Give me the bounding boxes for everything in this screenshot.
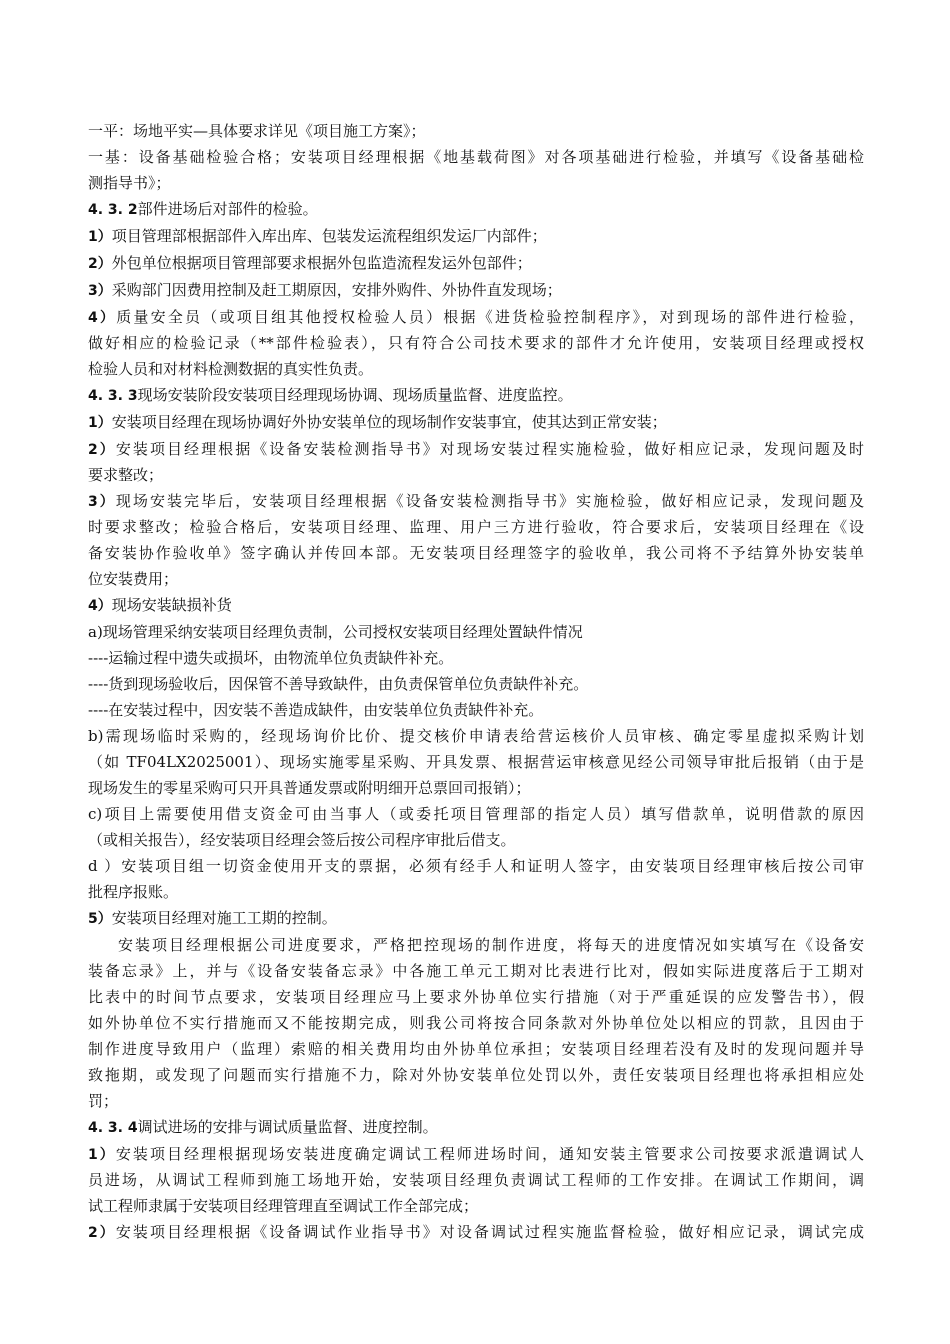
text-line	[88, 514, 864, 540]
item-number: 2）	[88, 1225, 116, 1241]
text-line	[88, 356, 864, 382]
text-line	[88, 932, 864, 958]
line-text: 罚；	[88, 1092, 119, 1110]
text-line	[88, 879, 864, 905]
text-line	[88, 1141, 864, 1167]
line-text: 现场安装缺损补货	[111, 596, 232, 614]
line-text: a)现场管理采纳安装项目经理负责制，公司授权安装项目经理处置缺件情况	[88, 623, 583, 641]
line-text: 安装项目经理对施工工期的控制。	[111, 909, 337, 927]
document-page	[88, 118, 864, 1245]
line-text: 员进场，从调试工程师到施工场地开始，安装项目经理负责调试工程师的工作安排。在调试工作期间，调	[88, 1171, 864, 1189]
item-number: 1）	[88, 229, 112, 245]
text-line	[88, 540, 864, 566]
text-line	[88, 1167, 864, 1193]
line-text: 试工程师隶属于安装项目经理管理直至调试工作全部完成；	[88, 1197, 479, 1215]
line-text: 一平：场地平实—具体要求详见《项目施工方案》；	[88, 122, 426, 140]
text-line	[88, 1010, 864, 1036]
line-text: 现场安装阶段安装项目经理现场协调、现场质量监督、进度监控。	[137, 386, 573, 404]
line-text: 如外协单位不实行措施而又不能按期完成，则我公司将按合同条款对外协单位处以相应的罚款，且因由于	[88, 1014, 864, 1032]
line-text: 装备忘录》上，并与《设备安装备忘录》中各施工单元工期对比表进行比对，假如实际进度落后于工期对	[88, 962, 864, 980]
text-line	[88, 853, 864, 879]
line-text: 位安装费用；	[88, 570, 179, 588]
line-text: 调试进场的安排与调试质量监督、进度控制。	[137, 1118, 438, 1136]
line-text: 现场发生的零星采购可只开具普通发票或附明细开总票回司报销）；	[88, 779, 531, 797]
text-line	[88, 488, 864, 514]
text-line	[88, 1193, 864, 1219]
text-line	[88, 749, 864, 775]
text-line	[88, 958, 864, 984]
text-line	[88, 409, 864, 436]
line-text: d ）安装项目组一切资金使用开支的票据，必须有经手人和证明人签字，由安装项目经理审核后按公司审	[88, 857, 864, 875]
text-line	[88, 436, 864, 462]
text-line	[88, 382, 864, 409]
line-text: （或相关报告），经安装项目经理会签后按公司程序审批后借支。	[88, 831, 516, 849]
line-text: ----货到现场验收后，因保管不善导致缺件，由负责保管单位负责缺件补充。	[88, 675, 589, 693]
line-text: 安装项目经理根据公司进度要求，严格把控现场的制作进度，将每天的进度情况如实填写在《设备安	[118, 936, 864, 954]
line-text: ----在安装过程中，因安装不善造成缺件，由安装单位负责缺件补充。	[88, 701, 544, 719]
line-text: 制作进度导致用户（监理）索赔的相关费用均由外协单位承担；安装项目经理若没有及时的发现问题并导	[88, 1040, 864, 1058]
text-line	[88, 118, 864, 144]
text-line	[88, 697, 864, 723]
line-text: 部件进场后对部件的检验。	[137, 200, 318, 218]
item-number: 4. 3. 3	[88, 388, 138, 404]
text-line	[88, 1088, 864, 1114]
text-line	[88, 905, 864, 932]
text-line	[88, 1114, 864, 1141]
text-line	[88, 775, 864, 801]
item-number: 1）	[88, 415, 112, 431]
item-number: 4. 3. 4	[88, 1120, 138, 1136]
text-line	[88, 827, 864, 853]
line-text: 项目管理部根据部件入库出库、包装发运流程组织发运厂内部件；	[111, 227, 547, 245]
line-text: 质量安全员（或项目组其他授权检验人员）根据《进货检验控制程序》，对到现场的部件进行检验，	[116, 308, 864, 326]
item-number: 5）	[88, 911, 112, 927]
item-number: 2）	[88, 256, 112, 272]
text-line	[88, 223, 864, 250]
text-line	[88, 330, 864, 356]
item-number: 3）	[88, 283, 112, 299]
text-line	[88, 170, 864, 196]
line-text: 一基：设备基础检验合格；安装项目经理根据《地基载荷图》对各项基础进行检验，并填写《设备基础检	[88, 148, 864, 166]
item-number: 2）	[88, 442, 116, 458]
text-line	[88, 671, 864, 697]
line-text: ----运输过程中遗失或损坏，由物流单位负责缺件补充。	[88, 649, 454, 667]
text-line	[88, 462, 864, 488]
line-text: 时要求整改；检验合格后，安装项目经理、监理、用户三方进行验收，符合要求后，安装项目经理在《设	[88, 518, 864, 536]
text-line	[88, 566, 864, 592]
text-line	[88, 1219, 864, 1245]
line-text: 备安装协作验收单》签字确认并传回本部。无安装项目经理签字的验收单，我公司将不予结算外协安装单	[88, 544, 864, 562]
text-line	[88, 801, 864, 827]
text-line	[88, 144, 864, 170]
text-line	[88, 619, 864, 645]
line-text: 批程序报账。	[88, 883, 179, 901]
line-text: c)项目上需要使用借支资金可由当事人（或委托项目管理部的指定人员）填写借款单，说明借款的原因	[88, 805, 864, 823]
line-text: 现场安装完毕后，安装项目经理根据《设备安装检测指导书》实施检验，做好相应记录，发现问题及	[115, 492, 864, 510]
text-line	[88, 592, 864, 619]
line-text: b)需现场临时采购的，经现场询价比价、提交核价申请表给营运核价人员审核、确定零星虚拟采购计划	[88, 727, 864, 745]
line-text: 做好相应的检验记录（**部件检验表），只有符合公司技术要求的部件才允许使用，安装项目经理或授权	[88, 334, 864, 352]
text-line	[88, 723, 864, 749]
text-line	[88, 196, 864, 223]
line-text: 致拖期，或发现了问题而实行措施不力，除对外协安装单位处罚以外，责任安装项目经理也将承担相应处	[88, 1066, 864, 1084]
line-text: 比表中的时间节点要求，安装项目经理应马上要求外协单位实行措施（对于严重延误的应发警告书），假	[88, 988, 864, 1006]
text-line	[88, 277, 864, 304]
line-text: （如 TF04LX2025001）、现场实施零星采购、开具发票、根据营运审核意见经公司领导审批后报销（由于是	[88, 753, 864, 771]
item-number: 4）	[88, 598, 112, 614]
line-text: 外包单位根据项目管理部要求根据外包监造流程发运外包部件；	[111, 254, 532, 272]
text-line	[88, 1036, 864, 1062]
item-number: 4. 3. 2	[88, 202, 138, 218]
line-text: 安装项目经理根据《设备安装检测指导书》对现场安装过程实施检验，做好相应记录，发现问题及时	[115, 440, 864, 458]
line-text: 要求整改；	[88, 466, 164, 484]
text-line	[88, 1062, 864, 1088]
text-line	[88, 250, 864, 277]
text-line	[88, 984, 864, 1010]
line-text: 检验人员和对材料检测数据的真实性负责。	[88, 360, 374, 378]
line-text: 安装项目经理根据现场安装进度确定调试工程师进场时间，通知安装主管要求公司按要求派遣调试人	[115, 1145, 864, 1163]
item-number: 1）	[88, 1147, 116, 1163]
line-text: 测指导书》；	[88, 174, 171, 192]
line-text: 安装项目经理根据《设备调试作业指导书》对设备调试过程实施监督检验，做好相应记录，调试完成	[115, 1223, 864, 1241]
text-line	[88, 645, 864, 671]
line-text: 采购部门因费用控制及赶工期原因，安排外购件、外协件直发现场；	[111, 281, 562, 299]
line-text: 安装项目经理在现场协调好外协安装单位的现场制作安装事宜，使其达到正常安装；	[111, 413, 667, 431]
text-line	[88, 304, 864, 330]
item-number: 4）	[88, 310, 117, 326]
item-number: 3）	[88, 494, 116, 510]
